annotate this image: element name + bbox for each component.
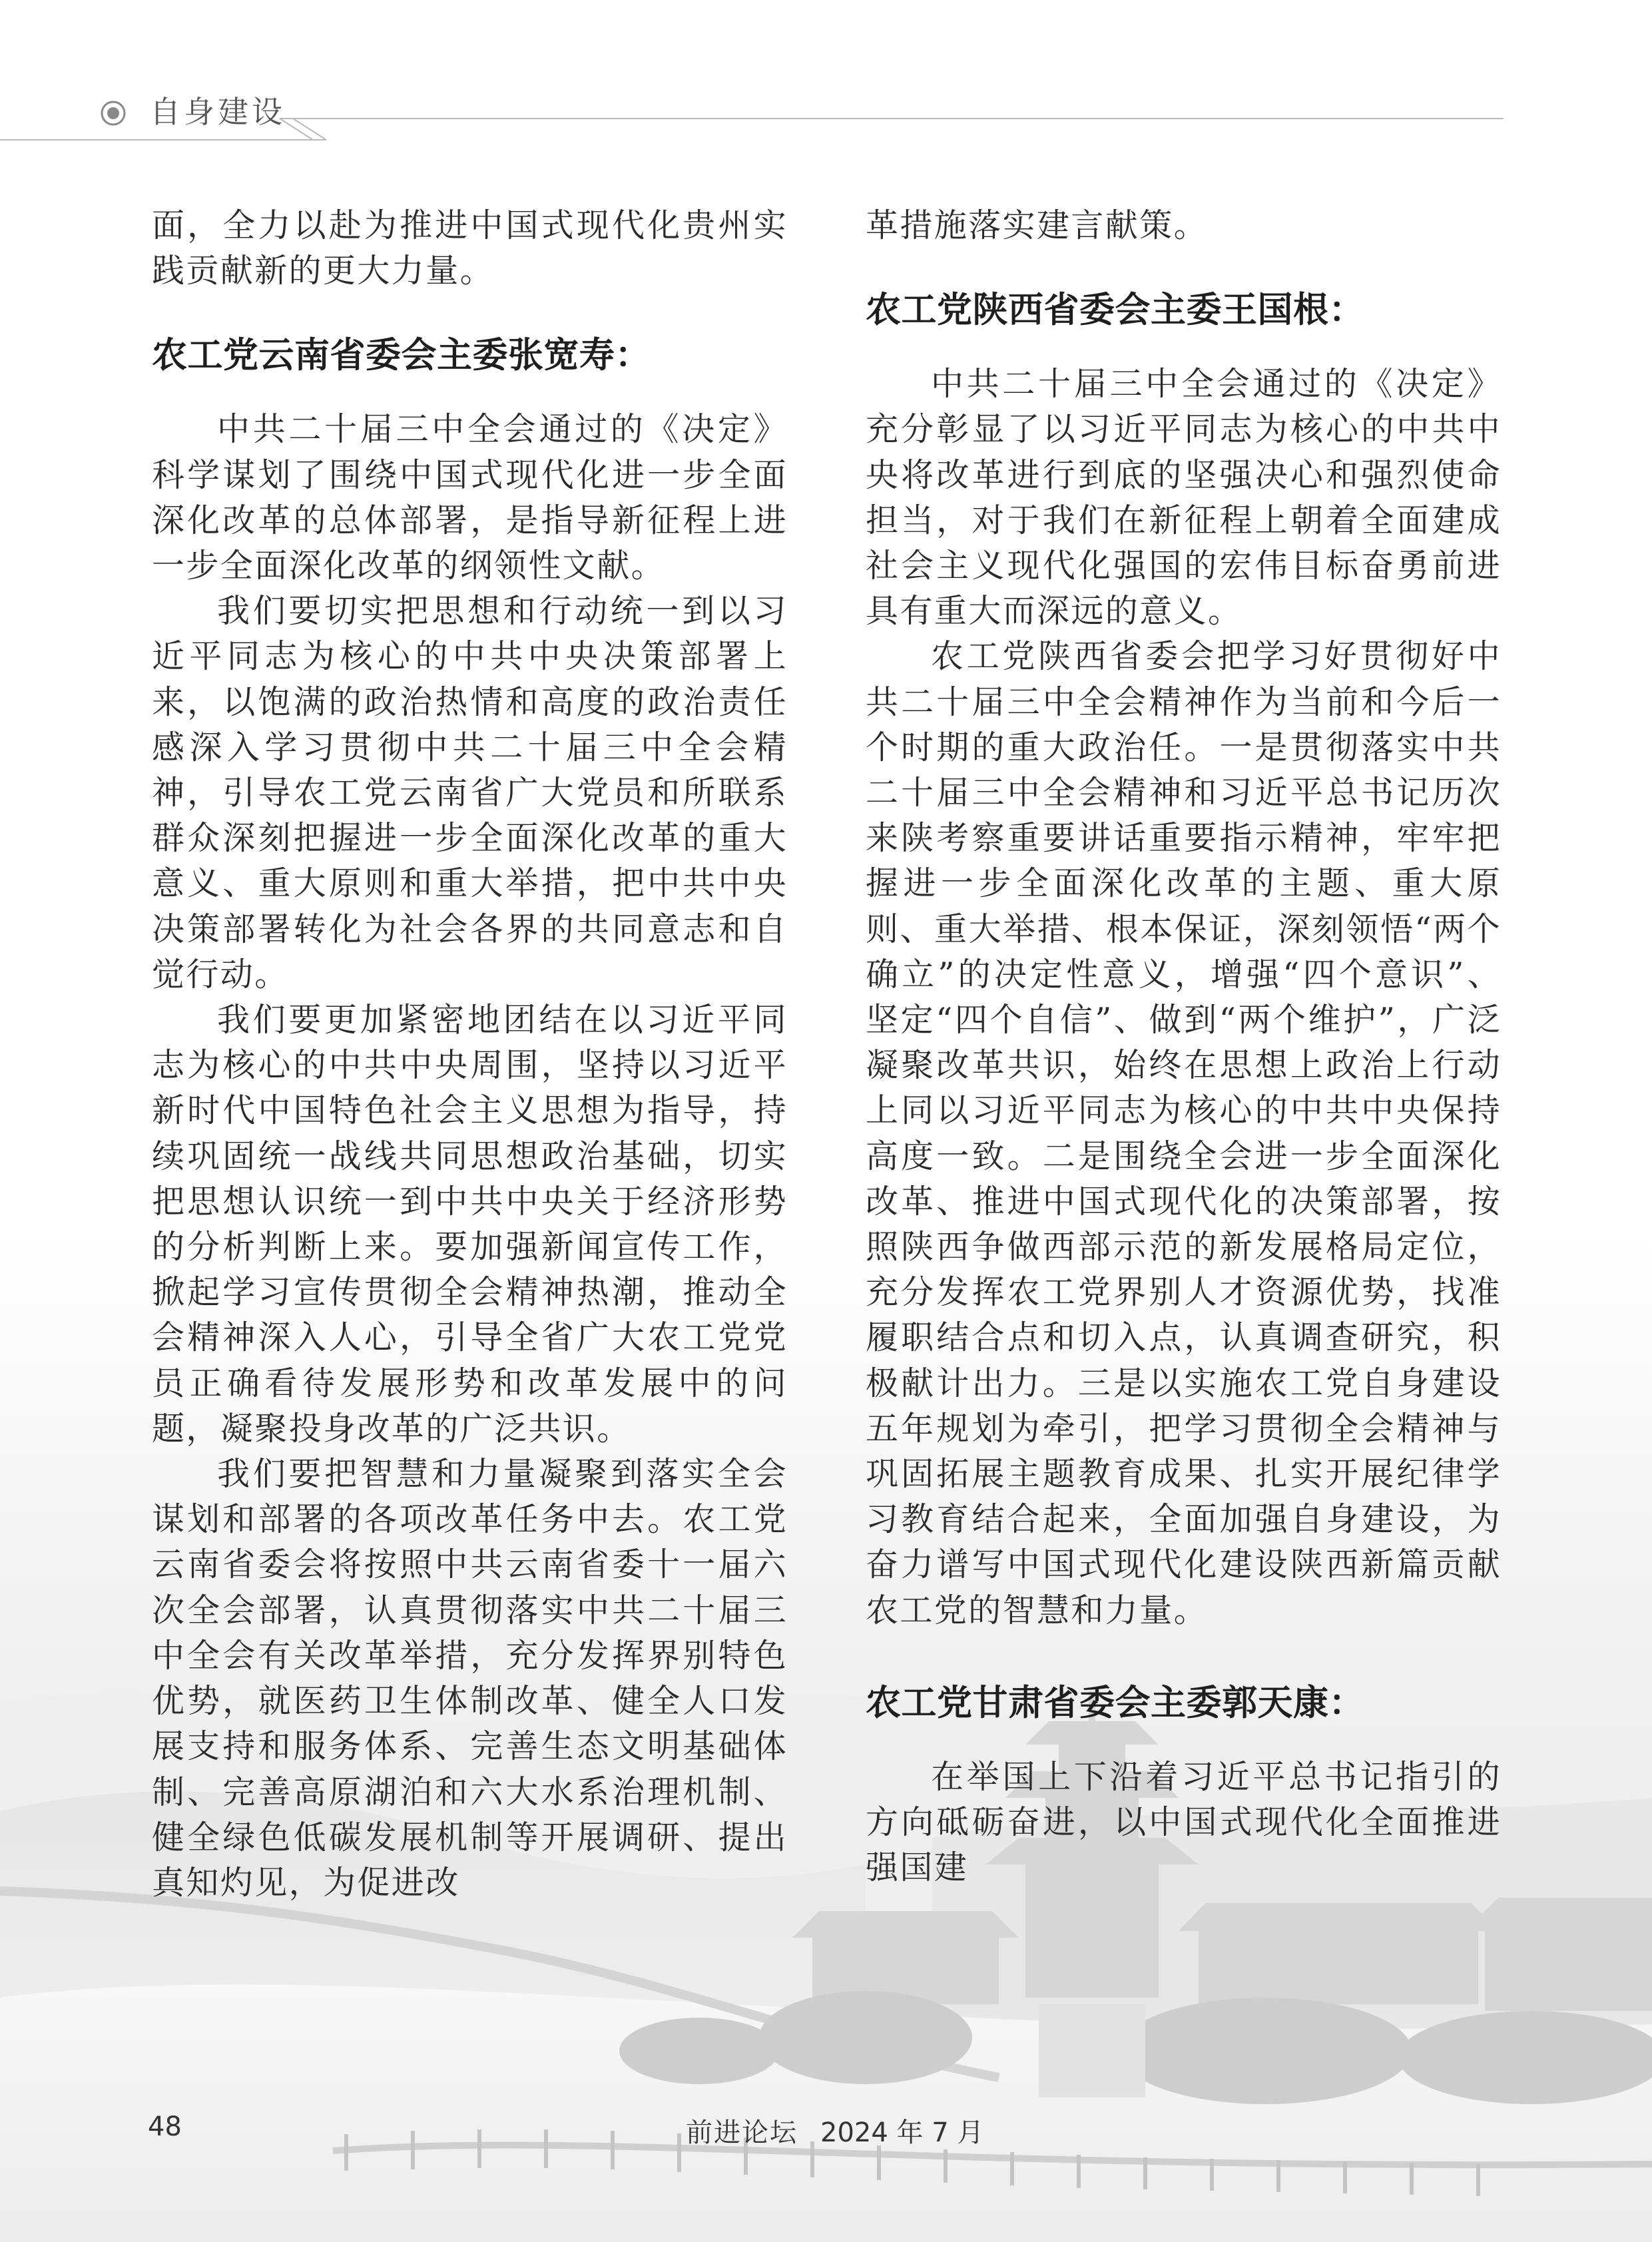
left-column — [152, 203, 788, 1906]
header-rule — [0, 100, 1652, 153]
paragraph: 中共二十届三中全会通过的《决定》充分彰显了以习近平同志为核心的中共中央将改革进行到底的坚强决心和强烈使命担当，对于我们在新征程上朝着全面建成社会主义现代化强国的宏伟目标奋勇前进具有重大而深远的意义。 — [866, 365, 1502, 631]
paragraph: 我们要把智慧和力量凝聚到落实全会谋划和部署的各项改革任务中去。农工党云南省委会将按照中共云南省委十一届六次全会部署，认真贯彻落实中共二十届三中全会有关改革举措，充分发挥界别特色优势，就医药卫生体制改革、健全人口发展支持和服务体系、完善生态文明基础体制、完善高原湖泊和六大水系治理机制、健全绿色低碳发展机制等开展调研、提出真知灼见，为促进改 — [152, 1455, 788, 1902]
heading-gansu: 农工党甘肃省委会主委郭天康： — [866, 1682, 1364, 1723]
magazine-name: 前进论坛 — [686, 2117, 798, 2148]
paragraph: 农工党陕西省委会把学习好贯彻好中共二十届三中全会精神作为当前和今后一个时期的重大政治任。一是贯彻落实中共二十届三中全会精神和习近平总书记历次来陕考察重要讲话重要指示精神，牢牢把握进一步全面深化改革的主题、重大原则、重大举措、根本保证，深刻领悟“两个确立”的决定性意义，增强“四个意识”、坚定“四个自信”、做到“两个维护”，广泛凝聚改革共识，始终在思想上政治上行动上同以习近平同志为核心的中共中央保持高度一致。二是围绕全会进一步全面深化改革、推进中国式现代化的决策部署，按照陕西争做西部示范的新发展格局定位，充分发挥农工党界别人才资源优势，找准履职结合点和切入点，认真调查研究，积极献计出力。三是以实施农工党自身建设五年规划为牵引，把学习贯彻全会精神与巩固拓展主题教育成果、扎实开展纪律学习教育结合起来，全面加强自身建设，为奋力谱写中国式现代化建设陕西新篇贡献农工党的智慧和力量。 — [866, 637, 1502, 1629]
paragraph-continuation: 革措施落实建言献策。 — [866, 206, 1209, 244]
paragraph: 中共二十届三中全会通过的《决定》科学谋划了围绕中国式现代化进一步全面深化改革的总体部署，是指导新征程上进一步全面深化改革的纲领性文献。 — [152, 410, 788, 585]
paragraph-continuation: 面，全力以赴为推进中国式现代化贵州实践贡献新的更大力量。 — [152, 206, 788, 290]
heading-yunnan: 农工党云南省委会主委张宽寿： — [152, 335, 651, 376]
paragraph: 我们要切实把思想和行动统一到以习近平同志为核心的中共中央决策部署上来，以饱满的政治热情和高度的政治责任感深入学习贯彻中共二十届三中全会精神，引导农工党云南省广大党员和所联系群众深刻把握进一步全面深化改革的重大意义、重大原则和重大举措，把中共中央决策部署转化为社会各界的共同意志和自觉行动。 — [152, 592, 788, 993]
issue-date: 2024 年 7 月 — [820, 2117, 984, 2148]
section-title: 自身建设 — [150, 94, 286, 130]
paragraph: 我们要更加紧密地团结在以习近平同志为核心的中共中央周围，坚持以习近平新时代中国特色社会主义思想为指导，持续巩固统一战线共同思想政治基础，切实把思想认识统一到中共中央关于经济形势的分析判断上来。要加强新闻宣传工作，掀起学习宣传贯彻全会精神热潮，推动全会精神深入人心，引导全省广大农工党党员正确看待发展形势和改革发展中的问题，凝聚投身改革的广泛共识。 — [152, 1001, 788, 1448]
right-column — [866, 203, 1502, 1891]
paragraph: 在举国上下沿着习近平总书记指引的方向砥砺奋进，以中国式现代化全面推进强国建 — [866, 1757, 1502, 1887]
heading-shaanxi: 农工党陕西省委会主委王国根： — [866, 290, 1364, 331]
page-number: 48 — [148, 2111, 182, 2142]
